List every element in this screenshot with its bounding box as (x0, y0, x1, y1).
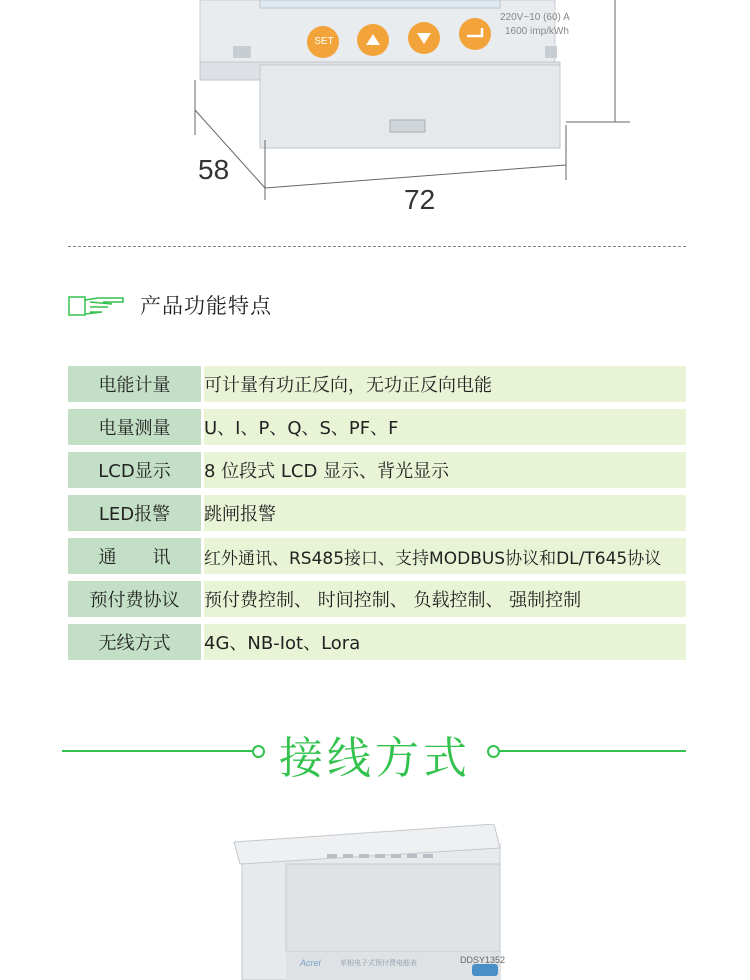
table-row (68, 409, 686, 445)
spec-line-2: 1600 imp/kWh (505, 26, 569, 37)
feature-key: 电能计量 (68, 366, 204, 402)
feature-value: 跳闸报警 (204, 495, 686, 531)
feature-value: 红外通讯、RS485接口、支持MODBUS协议和DL/T645协议 (204, 538, 686, 574)
table-row (68, 581, 686, 617)
table-row (68, 624, 686, 660)
feature-value: U、I、P、Q、S、PF、F (204, 409, 686, 445)
feature-key: 电量测量 (68, 409, 204, 445)
meter-description: 单相电子式预付费电能表 (340, 959, 417, 967)
feature-key: 无线方式 (68, 624, 204, 660)
width-dimension: 72 (404, 184, 436, 215)
table-row (68, 538, 686, 574)
table-row (68, 452, 686, 488)
dashed-divider (68, 246, 686, 247)
meter-model: DDSY1352 (460, 955, 506, 965)
table-row (68, 366, 686, 402)
pointing-hand-icon (68, 292, 128, 318)
spec-line-1: 220V~10 (60) A (500, 12, 570, 23)
feature-key: LCD显示 (68, 452, 204, 488)
table-row (68, 495, 686, 531)
wiring-title: 接线方式 (279, 733, 471, 784)
feature-value: 可计量有功正反向，无功正反向电能 (204, 366, 686, 402)
set-label: SET (314, 36, 334, 47)
feature-value: 4G、NB-Iot、Lora (204, 624, 686, 660)
feature-key: LED报警 (68, 495, 204, 531)
features-title: 产品功能特点 (140, 294, 272, 318)
dimension-lines (180, 0, 640, 200)
brand-logo: Acrel (300, 958, 321, 968)
depth-dimension: 58 (198, 154, 230, 185)
features-table (68, 359, 686, 667)
feature-value: 预付费控制、 时间控制、 负载控制、 强制控制 (204, 581, 686, 617)
feature-value: 8 位段式 LCD 显示、背光显示 (204, 452, 686, 488)
feature-key: 预付费协议 (68, 581, 204, 617)
title-line-right (498, 750, 686, 752)
feature-key: 通 讯 (68, 538, 204, 574)
